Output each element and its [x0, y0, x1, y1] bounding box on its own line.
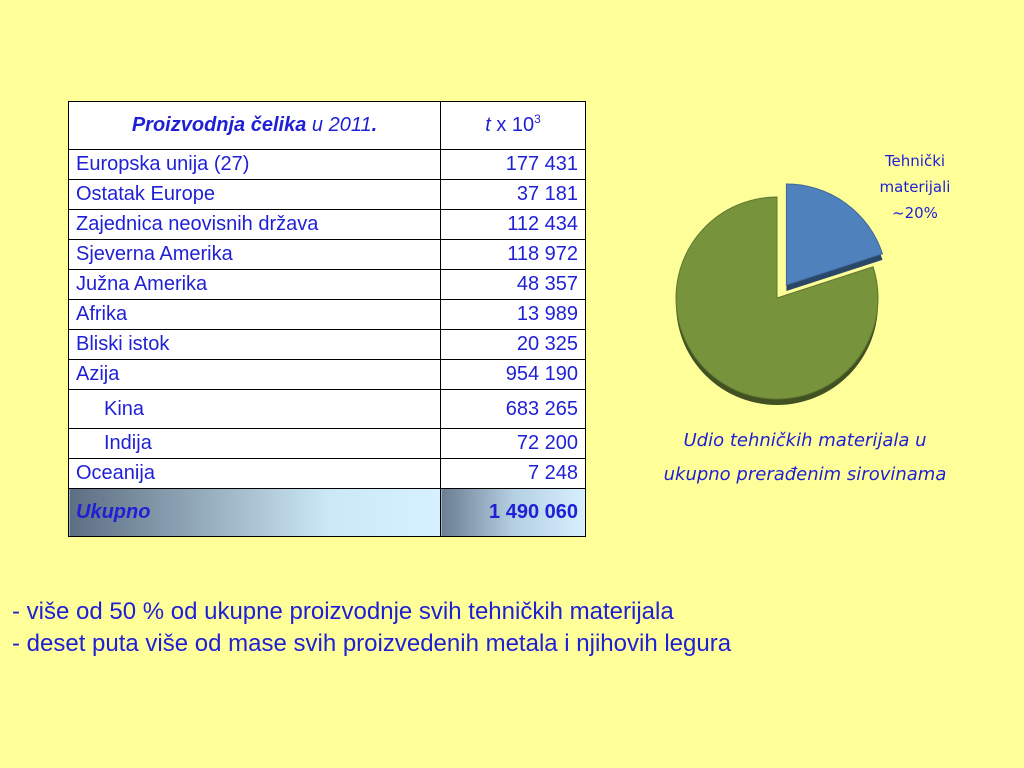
- header-unit-rest: x 10: [496, 114, 535, 136]
- region-value: 112 434: [441, 210, 586, 240]
- header-dot: .: [371, 114, 378, 136]
- region-name: Kina: [69, 390, 441, 429]
- table-row: [69, 270, 586, 300]
- pie-caption: [605, 424, 1005, 492]
- region-value: 683 265: [441, 390, 586, 429]
- table-row: [69, 390, 586, 429]
- region-value: 177 431: [441, 150, 586, 180]
- table-row: [69, 330, 586, 360]
- bullet-item: - deset puta više od mase svih proizvedenih metala i njihovih legura: [12, 630, 732, 657]
- table-row: [69, 150, 586, 180]
- region-name: Sjeverna Amerika: [69, 240, 441, 270]
- pie-label-line1: Tehnički: [884, 152, 946, 170]
- region-value: 954 190: [441, 360, 586, 390]
- table-row: [69, 210, 586, 240]
- pie-label-line3: ~20%: [892, 204, 938, 222]
- pie-slice-label: [860, 148, 970, 226]
- region-name: Zajednica neovisnih država: [69, 210, 441, 240]
- region-name: Ostatak Europe: [69, 180, 441, 210]
- header-unit-cell: [441, 102, 586, 150]
- table-header-row: [69, 102, 586, 150]
- region-name: Južna Amerika: [69, 270, 441, 300]
- region-name: Azija: [69, 360, 441, 390]
- bullet-item: - više od 50 % od ukupne proizvodnje svih tehničkih materijala: [12, 598, 674, 625]
- region-name: Oceanija: [69, 459, 441, 489]
- table-row: [69, 459, 586, 489]
- region-value: 20 325: [441, 330, 586, 360]
- region-value: 7 248: [441, 459, 586, 489]
- table-row: [69, 429, 586, 459]
- pie-label-line2: materijali: [879, 178, 951, 196]
- region-value: 118 972: [441, 240, 586, 270]
- region-value: 13 989: [441, 300, 586, 330]
- table-total-row: [69, 489, 586, 537]
- region-value: 48 357: [441, 270, 586, 300]
- header-unit-exp: 3: [534, 112, 541, 126]
- header-year: u 2011: [311, 114, 372, 136]
- total-label: Ukupno: [69, 489, 441, 537]
- header-unit-t: t: [485, 114, 491, 136]
- pie-caption-line1: Udio tehničkih materijala u: [683, 430, 927, 451]
- region-value: 37 181: [441, 180, 586, 210]
- table-row: [69, 300, 586, 330]
- region-name: Bliski istok: [69, 330, 441, 360]
- table-row: [69, 180, 586, 210]
- pie-caption-line2: ukupno prerađenim sirovinama: [663, 464, 947, 485]
- region-value: 72 200: [441, 429, 586, 459]
- header-title-cell: [69, 102, 441, 150]
- header-title: Proizvodnja čelika: [131, 114, 307, 136]
- region-name: Afrika: [69, 300, 441, 330]
- steel-production-table: [68, 101, 586, 537]
- table-row: [69, 360, 586, 390]
- table-row: [69, 240, 586, 270]
- total-value: 1 490 060: [441, 489, 586, 537]
- bullet-list: [12, 596, 1012, 660]
- region-name: Europska unija (27): [69, 150, 441, 180]
- region-name: Indija: [69, 429, 441, 459]
